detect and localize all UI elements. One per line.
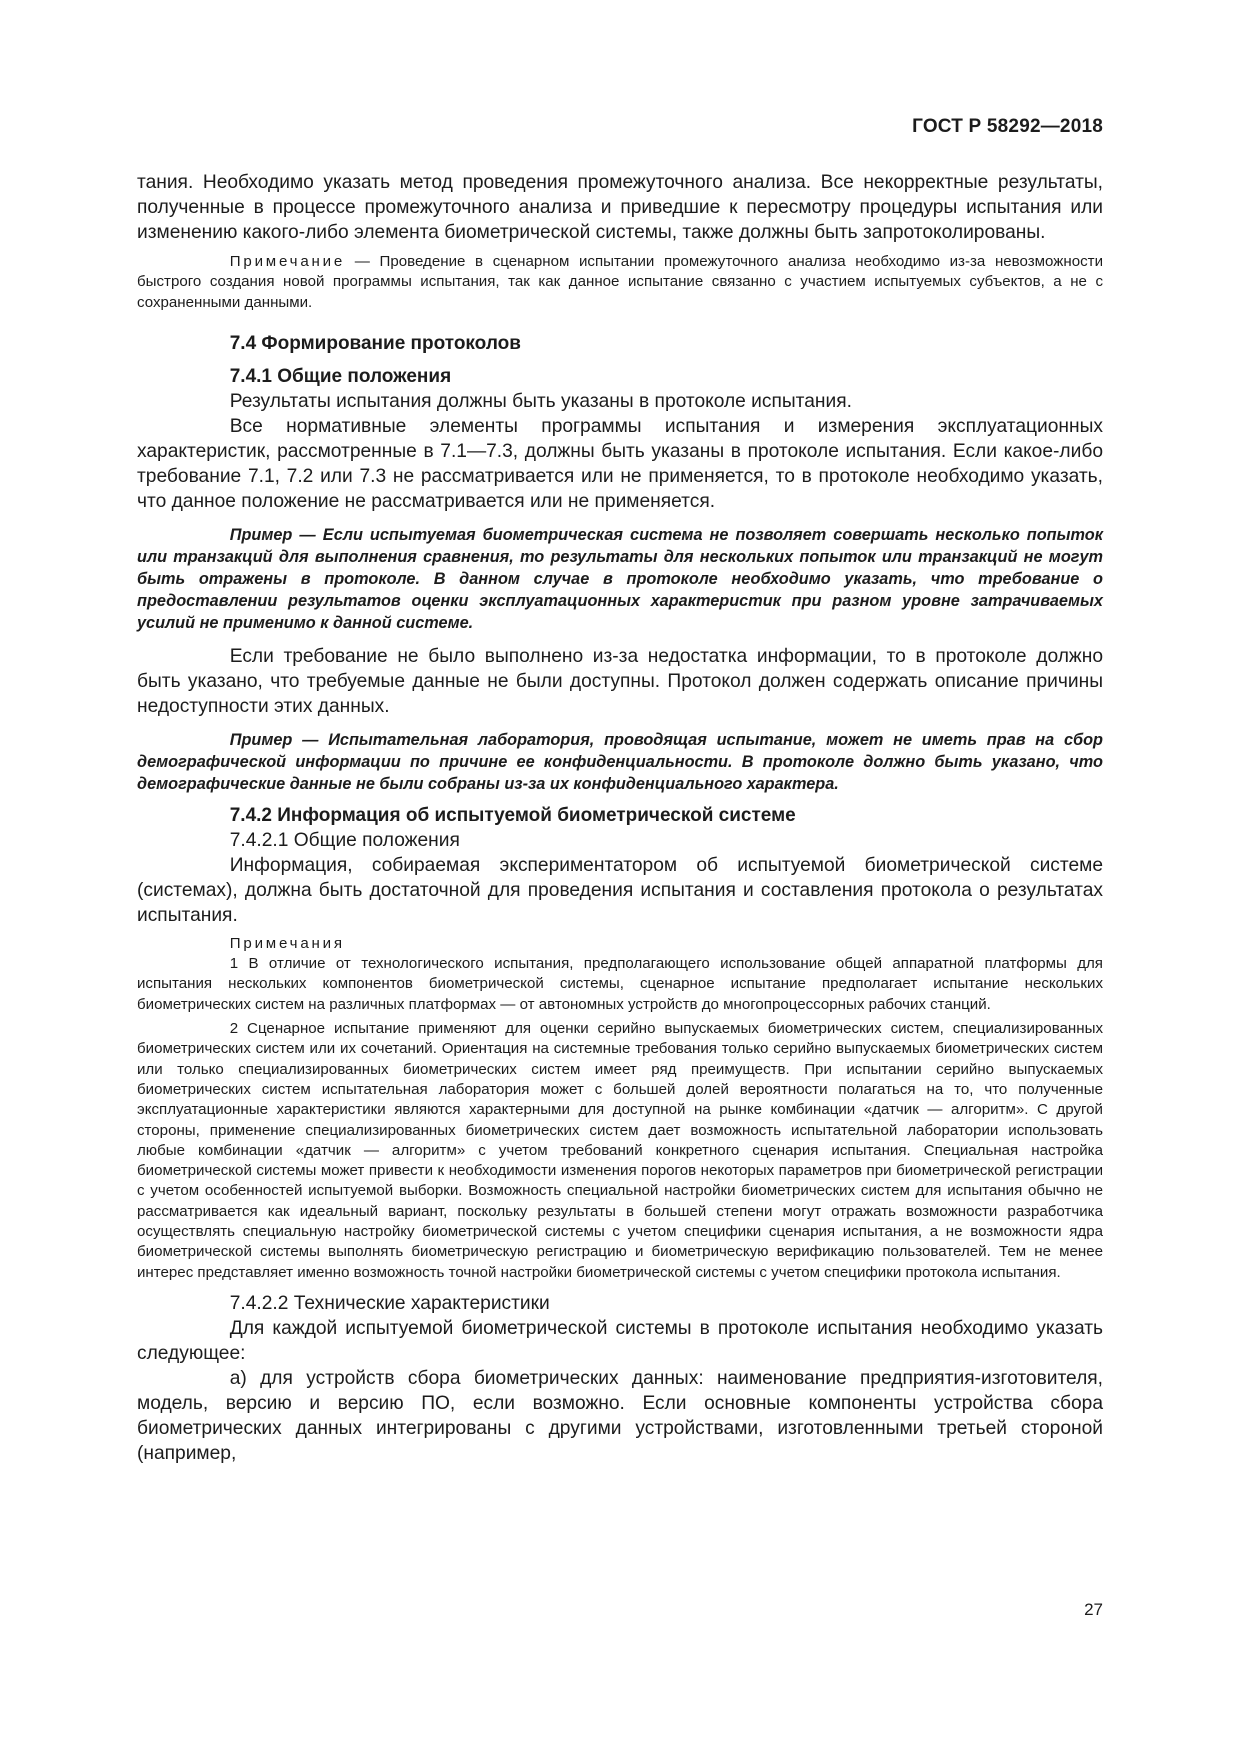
section-heading-7-4-2-1: 7.4.2.1 Общие положения [229, 829, 460, 851]
results-paragraph: Результаты испытания должны быть указаны в протоколе испытания. [229, 390, 852, 412]
section-heading-7-4-2: 7.4.2 Информация об испытуемой биометрической системе [229, 804, 796, 826]
note-1 [137, 252, 1103, 313]
page-content [137, 170, 1103, 1466]
info-paragraph: Информация, собираемая экспериментатором об испытуемой биометрической системе (системах), должна быть достаточной для проведения испытания и составления протокола о результатах испытания. [137, 854, 1103, 926]
note-item-1: 1 В отличие от технологического испытания, предполагающего использование общей аппаратной платформы для испытания нескольких компонентов биометрической системы, сценарное испытание предполагает испытание нескольких биометрических систем на различных платформах — от автономных устройств до многопроцессорных рабочих станций. [137, 955, 1103, 1013]
continued-paragraph: тания. Необходимо указать метод проведения промежуточного анализа. Все некорректные результаты, полученные в процессе промежуточного анализа и приведшие к пересмотру процедуры испытания или изменению какого-либо элемента биометрической системы, также должны быть запротоколированы. [137, 172, 1103, 243]
note-text: — Проведение в сценарном испытании промежуточного анализа необходимо из-за невозможности быстрого создания новой программы испытания, так как данное испытание связанно с участием испытуемых субъектов, а не с сохраненными данными. [137, 253, 1103, 311]
note-item-2: 2 Сценарное испытание применяют для оценки серийно выпускаемых биометрических систем, специализированных биометрических систем или их сочетаний. Ориентация на системные требования только серийно выпускаемых биометрических систем или только специализированных биометрических систем имеет ряд преимуществ. При испытании серийно выпускаемых биометрических систем испытательная лаборатория может с большей долей вероятности полагаться на то, что полученные эксплуатационные характеристики являются характерными для доступной на рынке комбинации «датчик — алгоритм». С другой стороны, применение специализированных биометрических систем дает возможность испытательной лаборатории использовать любые комбинации «датчик — алгоритм» с учетом требований конкретного сценария испытания. Специальная настройка биометрической системы может привести к необходимости изменения порогов некоторых параметров при биометрической регистрации с учетом особенностей испытуемой выборки. Возможность специальной настройки биометрических систем для испытания обычно не рассматривается как идеальный вариант, поскольку результаты в большей степени могут отражать возможности разработчика осуществлять специальную настройку биометрической системы с учетом специфики сценария испытания, а не возможности ядра биометрической системы выполнять биометрическую регистрацию и биометрическую верификацию пользователей. Тем не менее интерес представляет именно возможность точной настройки биометрической системы с учетом специфики протокола испытания. [137, 1020, 1103, 1281]
standard-header: ГОСТ Р 58292—2018 [912, 116, 1103, 137]
section-heading-7-4: 7.4 Формирование протоколов [229, 332, 521, 354]
section-heading-7-4-2-2: 7.4.2.2 Технические характеристики [229, 1292, 550, 1314]
example-2: Пример — Испытательная лаборатория, проводящая испытание, может не иметь прав на сбор демографической информации по причине ее конфиденциальности. В протоколе должно быть указано, что демографические данные не были собраны из-за их конфиденциального характера. [137, 730, 1103, 793]
each-system-paragraph: Для каждой испытуемой биометрической системы в протоколе испытания необходимо указать следующее: [137, 1317, 1103, 1364]
list-item-a: а) для устройств сбора биометрических данных: наименование предприятия-изготовителя, модель, версию и версию ПО, если возможно. Если основные компоненты устройства сбора биометрических данных интегрированы с другими устройствами, изготовленными третьей стороной (например, [137, 1367, 1103, 1464]
normative-paragraph: Все нормативные элементы программы испытания и измерения эксплуатационных характеристик, рассмотренные в 7.1—7.3, должны быть указаны в протоколе испытания. Если какое-либо требование 7.1, 7.2 или 7.3 не рассматривается или не применяется, то в протоколе необходимо указать, что данное положение не рассматривается или не применяется. [137, 415, 1103, 512]
requirement-paragraph: Если требование не было выполнено из-за недостатка информации, то в протоколе должно быть указано, что требуемые данные не были доступны. Протокол должен содержать описание причины недоступности этих данных. [137, 645, 1103, 717]
notes-label: Примечания [229, 934, 345, 952]
note-label: Примечание [229, 253, 346, 270]
section-heading-7-4-1: 7.4.1 Общие положения [229, 365, 452, 387]
example-1: Пример — Если испытуемая биометрическая система не позволяет совершать несколько попыток или транзакций для выполнения сравнения, то результаты для нескольких попыток или транзакций не могут быть отражены в протоколе. В данном случае в протоколе необходимо указать, что требование о предоставлении результатов оценки эксплуатационных характеристик при разном уровне затрачиваемых усилий не применимо к данной системе. [137, 525, 1103, 632]
page-number: 27 [1084, 1600, 1103, 1619]
